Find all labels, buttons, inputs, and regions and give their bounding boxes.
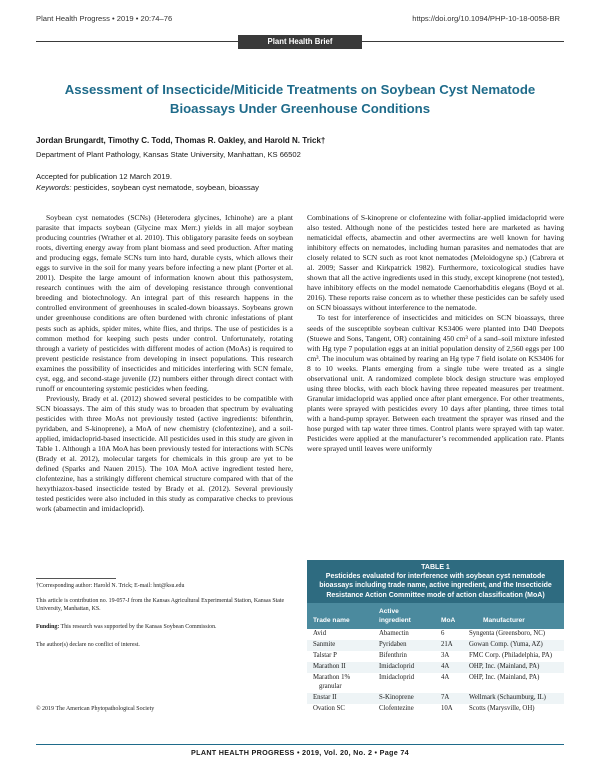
affiliation: Department of Plant Pathology, Kansas State University, Manhattan, KS 66502 [36, 150, 301, 159]
funding-text: This research was supported by the Kansas Soybean Commission. [59, 624, 217, 630]
paragraph: To test for interference of insecticides and miticides on SCN bioassays, three seeds of the susceptible soybean cultivar KS3406 were planted into D40 Deepots (Stuewe and Sons, Tangent, OR) containing 450 cm³ of a sand–soil mixture infested with Hg type 7 population eggs at an initial population density of 2,560 eggs per 100 cm³. The inoculum was obtained by rearing an Hg type 7 field isolate on KS3406 for 8 to 10 weeks. Plants emerging from a single tube were treated as a single observational unit. A randomized complete block design structure was employed using three blocks, with each block having three repeated measures per treatment. Granular imidacloprid was applied once after plant emergence. For other treatments, plants were sprayed with pesticides every 10 days after planting, three times total with a hand-pump sprayer. Between each treatment the sprayer was rinsed and the hose purged with tap water three times. Control plants were sprayed with tap water. Pesticides were applied at the manufacturer’s recommended application rate. Plants were sprayed until leaves were uniformly [307, 313, 564, 454]
cell-moa: 4A [441, 662, 450, 670]
page-footer: PLANT HEALTH PROGRESS • 2019, Vol. 20, No. 2 • Page 74 [191, 748, 409, 757]
keywords [36, 183, 259, 192]
cell-trade-continued: granular [319, 682, 342, 690]
author-list: Jordan Brungardt, Timothy C. Todd, Thomas R. Oakley, and Harold N. Trick† [36, 136, 326, 145]
cell-active: S-Kinoprene [379, 693, 414, 701]
body-column-left [36, 213, 293, 514]
table-header [307, 560, 564, 603]
cell-trade: Avid [313, 629, 327, 637]
cell-manufacturer: Scotts (Marysville, OH) [469, 704, 535, 712]
cell-moa: 4A [441, 673, 450, 681]
paragraph: Combinations of S-kinoprene or clofentezine with foliar-applied imidacloprid were also tested. Although none of the pesticides tested here are marketed as having nematicidal effects, abamectin and other avermectins are well known for having inhibitory effects on nematodes, including human parasites and nematodes that are closely related to SCN such as root knot nematodes (Meloidogyne sp.) (Cabrera et al. 2009; Sasser and Kirkpatrick 1982). Furthermore, toxicological studies have shown that all the active ingredients used in this study, except kinoprene (not tested), have inhibitory effects on the model nematode Caenorhabditis elegans (Boyd et al. 2016). These reports raise concern as to whether these pesticides can be safely used on SCN bioassays without interference to the nematode. [307, 213, 564, 313]
paragraph: Soybean cyst nematodes (SCNs) (Heterodera glycines, Ichinohe) are a plant parasite that impacts soybean (Glycine max Merr.) yields in all major soybean producing countries (Wrather et al. 2010). This obligatory parasite feeds on soybean roots, diverting energy away from plant biomass and seed production. After mating and producing eggs, female SCNs turn into hard, durable cysts, which allows their eggs to survive in the soil for many years before infecting a new plant (Porter et al. 2001). Despite the large amount of information known about this pathosystem, research continues with the aim of developing resistance through conventional breeding and biotechnology. An integral part of this research happens in the controlled environment of greenhouses in scaled-down bioassays. Soybeans grown under greenhouse conditions are often burdened with chronic infestations of plant pests such as aphids, spider mites, white flies, and thrips. The use of pesticides is a common method for keeping such pests under control. Unfortunately, rotating through a variety of pesticides with different modes of action (MoAs) is required to prevent pesticide resistance from developing in insect populations. This research examines the possibility of insecticides and miticides interfering with SCN female, cyst, egg, and second-stage juvenile (J2) numbers either through direct contact with runoff or encountering systemic pesticides when feeding. [36, 213, 293, 393]
table-column-headers [307, 603, 564, 629]
cell-moa: 10A [441, 704, 453, 712]
cell-active: Abamectin [379, 629, 409, 637]
cell-manufacturer: OHP, Inc. (Mainland, PA) [469, 673, 540, 681]
cell-moa: 3A [441, 651, 450, 659]
cell-moa: 7A [441, 693, 450, 701]
table-row [307, 673, 564, 693]
table-row [307, 693, 564, 704]
cell-manufacturer: Syngenta (Greensboro, NC) [469, 629, 546, 637]
pesticide-table [307, 560, 564, 715]
table-caption: Pesticides evaluated for interference with soybean cyst nematode bioassays including trade name, active ingredient, and the Insecticide Resistance Action Committee mode of action classification (MoA) [319, 573, 552, 599]
col-active-2: ingredient [379, 616, 411, 624]
footer-rule [36, 744, 564, 745]
cell-active: Clofentezine [379, 704, 414, 712]
doi-link[interactable]: https://doi.org/10.1094/PHP-10-18-0058-BR [412, 14, 560, 23]
article-type-banner: Plant Health Brief [238, 35, 362, 49]
table-row [307, 704, 564, 715]
cell-trade: Ovation SC [313, 704, 345, 712]
cell-active: Imidacloprid [379, 662, 415, 670]
cell-trade: Sanmite [313, 640, 336, 648]
cell-trade: Marathon 1% [313, 673, 351, 681]
body-column-right [307, 213, 564, 454]
footnote-corresponding: †Corresponding author: Harold N. Trick; E-mail: hnt@ksu.edu [36, 583, 185, 589]
col-trade-name: Trade name [313, 616, 350, 624]
cell-trade: Enstar II [313, 693, 337, 701]
cell-active: Bifenthrin [379, 651, 407, 659]
col-active-1: Active [379, 607, 399, 615]
cell-trade: Marathon II [313, 662, 346, 670]
table-body [307, 629, 564, 715]
keywords-label: Keywords: [36, 183, 72, 192]
copyright: © 2019 The American Phytopathological Society [36, 706, 155, 712]
cell-manufacturer: Wellmark (Schaumburg, IL) [469, 693, 546, 701]
table-row [307, 651, 564, 662]
keywords-list: pesticides, soybean cyst nematode, soybean, bioassay [71, 183, 259, 192]
cell-trade: Talstar P [313, 651, 337, 659]
accepted-date: Accepted for publication 12 March 2019. [36, 172, 172, 181]
table-label: TABLE 1 [421, 564, 450, 571]
table-row [307, 662, 564, 673]
cell-moa: 21A [441, 640, 453, 648]
table-row [307, 629, 564, 640]
journal-citation: Plant Health Progress • 2019 • 20:74–76 [36, 14, 173, 23]
article-title: Assessment of Insecticide/Miticide Treatments on Soybean Cyst Nematode Bioassays Under Greenhouse Conditions [64, 82, 536, 116]
col-manufacturer: Manufacturer [483, 616, 525, 624]
footnote-conflict: The author(s) declare no conflict of interest. [36, 642, 140, 648]
cell-manufacturer: OHP, Inc. (Mainland, PA) [469, 662, 540, 670]
cell-active: Imidacloprid [379, 673, 415, 681]
table-row [307, 640, 564, 651]
cell-manufacturer: Gowan Comp. (Yuma, AZ) [469, 640, 543, 648]
cell-manufacturer: FMC Corp. (Philadelphia, PA) [469, 651, 553, 659]
footnote-rule [36, 578, 116, 579]
cell-moa: 6 [441, 629, 445, 637]
paragraph: Previously, Brady et al. (2012) showed several pesticides to be compatible with SCN bioassays. The aim of this study was to broaden that spectrum by evaluating pesticides with three MoAs not previously tested (active ingredients: bifenthrin, pyridaben, and S-kinoprene), a MoA of new chemistry (clofentezine), and a soil-applied, imidacloprid-based insecticide. All pesticides used in this study are given in Table 1. Although a 10A MoA has been previously tested for interactions with SCNs (Brady et al. 2012), molecular targets for chemicals in this group are yet to be defined (Sparks and Nauen 2015). The 10A MoA active ingredient tested here, clofentezine, has a strikingly different chemical structure compared with that of the hexythiazox-based insecticide tested by Brady et al. (2012). Several previously tested pesticides were also included in this study as comparative checks to previous work (abamectin and imidacloprid). [36, 393, 293, 514]
col-moa: MoA [441, 616, 456, 624]
funding-label: Funding: [36, 624, 60, 630]
footnote-contribution: This article is contribution no. 19-057-J from the Kansas Agricultural Experimental Station, Kansas State University, Manhattan, KS. [36, 598, 285, 612]
cell-active: Pyridaben [379, 640, 407, 648]
footnote-funding [36, 623, 293, 631]
